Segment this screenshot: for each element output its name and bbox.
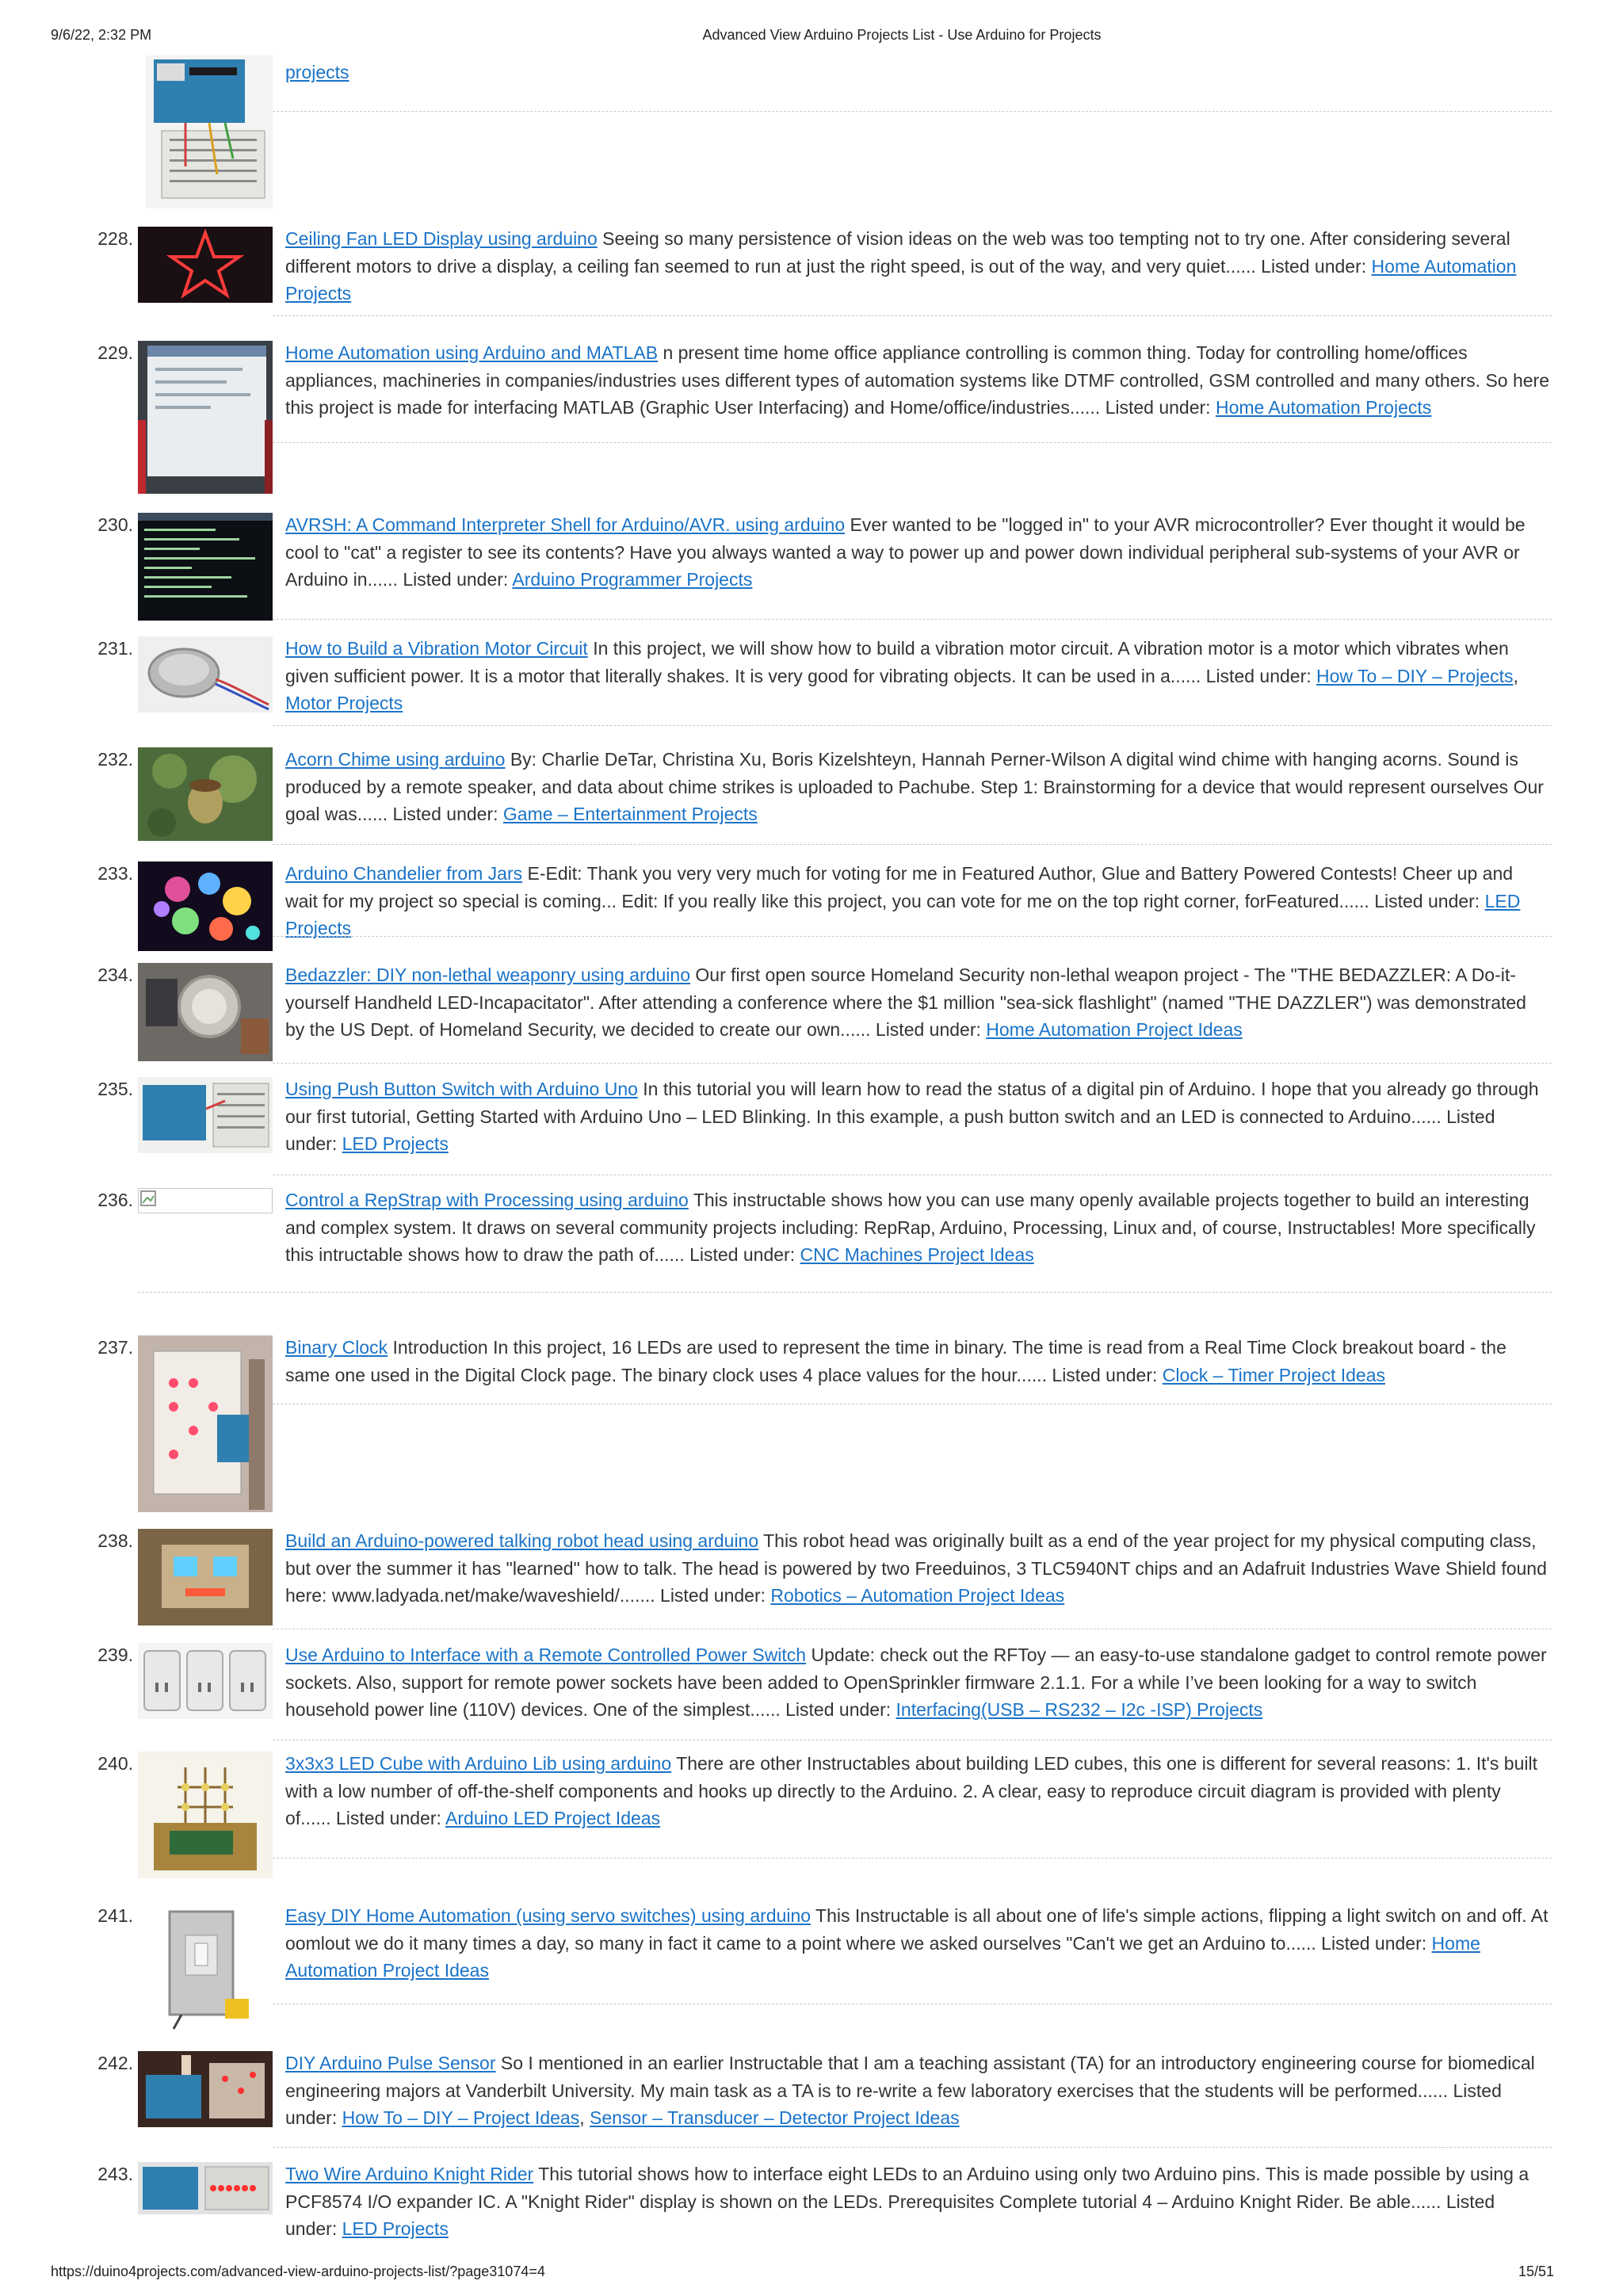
project-thumbnail [138,1904,273,2030]
project-summary: In this project, we will show how to build a vibration motor circuit. A vibration motor is a motor which vibrates when given sufficient power. It is a motor that literally shakes. It is very good for vibrating objects. It can be used in a...... [285,638,1509,686]
listed-under-label: Listed under: [1052,1364,1163,1385]
project-category-link[interactable]: Home Automation Project Ideas [986,1019,1243,1040]
listed-under-label: Listed under: [335,1808,446,1828]
project-thumbnail [138,2051,273,2127]
list-item-description [285,1641,1550,1724]
list-item-number: 242. [97,2053,133,2073]
list-item-description: How to Build a Vibration Motor Circuit In this project, we will show how to build a vibration motor circuit. A vibration motor is a motor which vibrates when given sufficient power. It is a motor that literally shakes. It is very good for vibrating objects. It can be used in a...... Listed under: How To – DIY – Projects, Motor Projects [285,638,1518,713]
listed-under-label: Listed under: [1105,397,1216,418]
list-item-number: 239. [97,1645,133,1665]
project-summary: This tutorial shows how to interface eight LEDs to an Arduino using only two Arduino pins. This is made possible by using a PCF8574 I/O expander IC. A "Knight Rider" display is shown on the LEDs. Prerequisites Complete tutorial 4 – Arduino Knight Rider. Be able...... [285,2164,1529,2212]
item-separator [273,936,1552,937]
list-item-description [285,59,1550,86]
list-item-number: 240. [97,1753,133,1774]
print-page-number: 15/51 [1518,2264,1554,2279]
project-thumbnail [138,1529,273,1626]
project-summary: Introduction In this project, 16 LEDs are used to represent the time in binary. The time is read from a Real Time Clock breakout board - the same one used in the Digital Clock page. The binary clock uses 4 place values for the hour...... [285,1337,1507,1385]
list-item-number: 237. [97,1337,133,1358]
list-item-number: 229. [97,342,133,363]
listed-under-label: Listed under: [285,1106,1495,1154]
project-thumbnail [138,55,273,208]
project-category-link[interactable]: Home Automation Projects [285,255,1517,304]
project-summary: There are other Instructables about building LED cubes, this one is different for several reasons: 1. It's built with a low number of off-the-shelf components and hooks up directly to the Arduino. 2. A clear, easy to reproduce circuit diagram is provided with plenty of...... [285,1753,1537,1828]
project-category-link[interactable]: LED Projects [342,2218,449,2239]
list-item-number: 236. [97,1190,133,1210]
listed-under-label: Listed under: [660,1585,771,1606]
item-separator [273,1063,1552,1064]
project-category-link[interactable]: LED Projects [342,1133,449,1154]
print-footer [0,2264,1623,2287]
item-separator [273,111,1552,112]
listed-under-label: Listed under: [1321,1932,1432,1954]
listed-under-label: Listed under: [285,2080,1502,2128]
project-category-link[interactable]: CNC Machines Project Ideas [800,1244,1034,1265]
list-item-description [285,2160,1550,2243]
item-separator [138,1292,1552,1293]
project-category-link[interactable]: Home Automation Project Ideas [285,1932,1480,1981]
listed-under-label: Listed under: [1261,255,1372,277]
list-item-number: 230. [97,514,133,535]
project-thumbnail [138,341,273,494]
project-category-link[interactable]: Home Automation Projects [1215,397,1432,418]
project-summary: So I mentioned in an earlier Instructable that I am a teaching assistant (TA) for an introductory engineering course for biomedical engineering majors at Vanderbilt University. My main task as a TA is to re-write a few laboratory exercises that the students will be performed...... [285,2053,1535,2101]
item-separator [273,2147,1552,2148]
project-thumbnail [138,1752,273,1878]
project-title-link[interactable]: Control a RepStrap with Processing using arduino [285,1190,689,1210]
print-url: https://duino4projects.com/advanced-view-arduino-projects-list/?page31074=4 [51,2264,545,2279]
project-category-link[interactable]: Motor Projects [285,693,403,713]
project-title-link[interactable]: How to Build a Vibration Motor Circuit [285,638,588,659]
project-thumbnail [138,1335,273,1512]
project-thumbnail [138,227,273,303]
project-summary: Ever wanted to be "logged in" to your AVR microcontroller? Ever thought it would be cool to "cat" a register to see its contents? Have you always wanted a way to power up and power down individual peripheral sub-systems of your AVR or Arduino in...... [285,514,1526,590]
project-category-link[interactable]: Robotics – Automation Project Ideas [770,1585,1065,1606]
listed-under-label: Listed under: [785,1699,896,1720]
project-thumbnail [138,1188,273,1213]
item-separator [273,315,1552,316]
project-thumbnail [138,963,273,1061]
project-title-link[interactable]: Easy DIY Home Automation (using servo switches) using arduino [285,1905,812,1926]
print-page-title: Advanced View Arduino Projects List - Use Arduino for Projects [702,27,1102,43]
list-item-description [285,860,1550,942]
project-thumbnail [138,2162,273,2214]
listed-under-label: Listed under: [285,2191,1495,2239]
project-title-link[interactable]: Home Automation using Arduino and MATLAB [285,342,659,363]
listed-under-label: Listed under: [403,569,513,590]
project-summary: In this tutorial you will learn how to read the status of a digital pin of Arduino. I hope that you already go through our first tutorial, Getting Started with Arduino Uno – LED Blinking. In this example, a push button switch and an LED is connected to Arduino...... [285,1079,1539,1127]
list-item-number: 228. [97,228,133,249]
project-category-link[interactable]: Clock – Timer Project Ideas [1162,1364,1385,1385]
project-thumbnail [138,1643,273,1719]
project-summary: This robot head was originally built as a end of the year project for my physical computing class, but over the summer it has "learned" how to talk. The head is powered by two Freeduinos, 3 TLC5940NT chips and an Adafruit Industries Wave Shield found here: www.ladyada.net/make/waveshield/....... [285,1530,1547,1606]
project-category-link[interactable]: Arduino Programmer Projects [512,569,753,590]
project-title-link[interactable]: Two Wire Arduino Knight Rider [285,2164,534,2184]
project-title-link[interactable]: Using Push Button Switch with Arduino Uno [285,1079,638,1099]
list-item-description [285,746,1550,828]
project-thumbnail [138,747,273,841]
list-item-description [285,1750,1550,1832]
list-item-description [285,1075,1550,1158]
project-title-link[interactable]: Acorn Chime using arduino [285,749,506,770]
item-separator [273,725,1552,726]
project-title-link[interactable]: Bedazzler: DIY non-lethal weaponry using arduino [285,965,690,985]
list-item-number: 241. [97,1905,133,1926]
item-separator [273,1858,1552,1859]
project-summary: This Instructable is all about one of life's simple actions, flipping a light switch on and off. At oomlout we do it many times a day, so many in fact it came to a point where we asked ourselves "Can't we get an Arduino to...... [285,1905,1549,1954]
project-category-link[interactable]: projects [285,62,349,82]
project-category-link[interactable]: Sensor – Transducer – Detector Project Ideas [589,2107,960,2128]
list-item-description [285,511,1550,594]
list-item-description [285,1527,1550,1610]
listed-under-label: Listed under: [875,1019,987,1040]
project-category-link[interactable]: Interfacing(USB – RS232 – I2c -ISP) Projects [896,1699,1263,1720]
project-title-link[interactable]: DIY Arduino Pulse Sensor [285,2053,496,2073]
list-item-number: 235. [97,1079,133,1099]
print-datetime: 9/6/22, 2:32 PM [51,27,152,43]
list-item-number: 231. [97,638,133,659]
project-title-link[interactable]: Build an Arduino-powered talking robot head using arduino [285,1530,759,1551]
list-item-number: 234. [97,965,133,985]
list-item-description [285,1902,1550,1985]
broken-image-icon [139,1189,159,1209]
list-item-number: 243. [97,2164,133,2184]
project-summary: This instructable shows how you can use many openly available projects together to build an interesting and complex system. It draws on several community projects including: RepRap, Arduino, Processing, Linux and, of course, Instructables! More specifically this intructable shows how to draw the path of...... [285,1190,1536,1265]
project-title-link[interactable]: AVRSH: A Command Interpreter Shell for Arduino/AVR. using arduino [285,514,846,535]
list-item-number: 232. [97,749,133,770]
project-category-link[interactable]: Arduino LED Project Ideas [445,1808,661,1828]
project-summary: E-Edit: Thank you very very much for voting for me in Featured Author, Glue and Battery Powered Contests! Cheer up and wait for my project so special is coming... Edit: If you really like this project, you can vote for me on the top right corner, forFeatured...... [285,863,1514,911]
project-summary: By: Charlie DeTar, Christina Xu, Boris Kizelshteyn, Hannah Perner-Wilson A digital wind chime with hanging acorns. Sound is produced by a remote speaker, and data about chime strikes is uploaded to Pachube. Step 1: Brainstorming for a device that would represent ourselves Our goal was...... [285,749,1544,824]
list-item-number: 233. [97,863,133,884]
project-category-link[interactable]: How To – DIY – Projects [1316,665,1514,686]
list-item-description: DIY Arduino Pulse Sensor So I mentioned in an earlier Instructable that I am a teaching assistant (TA) for an introductory engineering course for biomedical engineering majors at Vanderbilt University. My main task as a TA is to re-write a few laboratory exercises that the students will be performed...... Listed under: How To – DIY – Project Ideas, Sensor – Transducer – Detector Project Ideas [285,2053,1535,2128]
listed-under-label: Listed under: [392,804,503,824]
project-summary: Seeing so many persistence of vision ideas on the web was too tempting not to try one. After considering several different motors to drive a display, a ceiling fan seemed to run at just the right speed, is out of the way, and very quiet...... [285,228,1510,277]
list-item-description [285,339,1550,422]
project-summary: Our first open source Homeland Security non-lethal weapon project - The "THE BEDAZZLER: A Do-it-yourself Handheld LED-Incapacitator". After attending a conference where the $1 million "sea-sick flashlight" (named "THE DAZZLER") was demonstrated by the US Dept. of Homeland Security, we decided to create our own...... [285,965,1526,1040]
list-item-description [285,225,1550,308]
listed-under-label: Listed under: [1374,890,1485,911]
list-item-number: 238. [97,1530,133,1551]
project-category-link[interactable]: How To – DIY – Project Ideas [342,2107,580,2128]
project-summary: n present time home office appliance controlling is common thing. Today for controlling home/offices appliances, machineries in companies/industries uses different types of automation systems like DTMF controlled, GSM controlled and many others. So here this project is made for interfacing MATLAB (Graphic User Interfacing) and Home/office/industries...... [285,342,1549,418]
project-title-link[interactable]: Arduino Chandelier from Jars [285,863,523,884]
project-title-link[interactable]: 3x3x3 LED Cube with Arduino Lib using arduino [285,1753,672,1774]
project-title-link[interactable]: Ceiling Fan LED Display using arduino [285,228,598,249]
project-title-link[interactable]: Use Arduino to Interface with a Remote Controlled Power Switch [285,1645,807,1665]
print-header [0,27,1623,51]
item-separator [273,619,1552,620]
project-summary: Update: check out the RFToy — an easy-to-use standalone gadget to control remote power sockets. Also, support for remote power sockets have been added to OpenSprinkler firmware 2.1.1. For a while I’ve been looking for a way to switch household power line (110V) devices. One of the simplest...... [285,1645,1547,1720]
list-item-description [285,1186,1550,1269]
project-title-link[interactable]: Binary Clock [285,1337,388,1358]
project-category-link[interactable]: Game – Entertainment Projects [502,804,758,824]
project-category-link[interactable]: LED Projects [285,890,1521,938]
project-thumbnail [138,861,273,951]
listed-under-label: Listed under: [1205,665,1317,686]
item-separator [273,442,1552,443]
project-thumbnail [138,1077,273,1153]
list-item-description [285,1334,1550,1389]
project-thumbnail [138,513,273,621]
item-separator [273,844,1552,845]
listed-under-label: Listed under: [689,1244,800,1265]
list-item-description [285,961,1550,1044]
project-thumbnail [138,636,273,712]
